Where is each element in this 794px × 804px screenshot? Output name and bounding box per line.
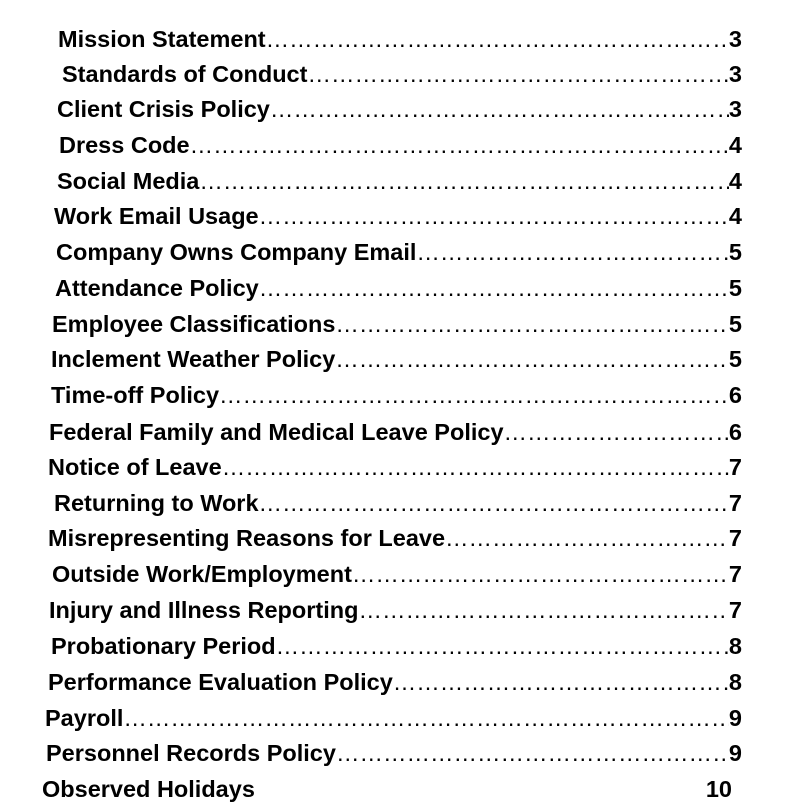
- toc-entry: [59, 130, 742, 160]
- toc-dot-leader: [270, 94, 729, 124]
- toc-dot-leader: [445, 523, 729, 553]
- toc-entry-page: 10: [705, 776, 732, 802]
- toc-entry: [56, 237, 742, 267]
- toc-dot-leader: [336, 738, 729, 768]
- toc-dot-leader: [352, 559, 729, 589]
- toc-entry: [48, 667, 742, 697]
- toc-entry-page: 4: [728, 203, 742, 229]
- toc-dot-leader: [259, 201, 729, 231]
- toc-entry: [49, 417, 742, 447]
- toc-entry-title: Inclement Weather Policy: [51, 346, 336, 372]
- toc-entry: [58, 24, 742, 54]
- toc-entry-title: Personnel Records Policy: [46, 740, 336, 766]
- toc-entry: [52, 559, 742, 589]
- toc-entry-title: Time-off Policy: [51, 382, 220, 408]
- toc-dot-leader: [190, 130, 729, 160]
- toc-entry-title: Mission Statement: [58, 26, 266, 52]
- toc-dot-leader: [259, 273, 729, 303]
- toc-entry: [45, 703, 742, 733]
- toc-dot-leader: [222, 452, 729, 482]
- toc-entry-page: 8: [728, 633, 742, 659]
- toc-dot-leader: [276, 631, 729, 661]
- toc-entry-title: Observed Holidays: [42, 776, 255, 802]
- toc-dot-leader: [219, 380, 729, 410]
- toc-entry: [57, 166, 742, 196]
- toc-entry-page: 9: [728, 705, 742, 731]
- toc-entry-page: 4: [728, 168, 742, 194]
- toc-entry: [48, 452, 742, 482]
- toc-entry-title: Employee Classifications: [52, 311, 336, 337]
- toc-dot-leader: [335, 309, 729, 339]
- toc-entry-page: 7: [728, 561, 742, 587]
- toc-entry-title: Probationary Period: [51, 633, 276, 659]
- toc-dot-leader: [199, 166, 729, 196]
- toc-entry-title: Payroll: [45, 705, 124, 731]
- toc-entry-title: Injury and Illness Reporting: [49, 597, 359, 623]
- toc-entry-title: Social Media: [57, 168, 200, 194]
- toc-entry-title: Performance Evaluation Policy: [48, 669, 393, 695]
- toc-dot-leader: [504, 417, 729, 447]
- toc-entry-page: 6: [728, 382, 742, 408]
- toc-entry-page: 3: [728, 61, 742, 87]
- toc-entry-page: 5: [728, 275, 742, 301]
- toc-dot-leader: [266, 24, 729, 54]
- toc-entry-title: Outside Work/Employment: [52, 561, 352, 587]
- toc-entry: [54, 201, 742, 231]
- toc-entry: [51, 380, 742, 410]
- toc-entry-title: Company Owns Company Email: [56, 239, 417, 265]
- toc-entry: [62, 59, 742, 89]
- toc-entry-title: Work Email Usage: [54, 203, 259, 229]
- toc-entry: [42, 774, 732, 804]
- toc-entry-page: 3: [728, 26, 742, 52]
- toc-dot-leader: [259, 488, 729, 518]
- toc-entry: [51, 631, 742, 661]
- toc-entry: [52, 309, 742, 339]
- toc-entry: [57, 94, 742, 124]
- toc-entry-title: Client Crisis Policy: [57, 96, 270, 122]
- toc-entry-page: 5: [728, 346, 742, 372]
- toc-entry-page: 7: [728, 597, 742, 623]
- toc-entry: [55, 273, 742, 303]
- toc-entry-page: 8: [728, 669, 742, 695]
- toc-entry-page: 7: [728, 490, 742, 516]
- toc-entry-page: 7: [728, 454, 742, 480]
- toc-dot-leader: [393, 667, 729, 697]
- toc-entry-title: Federal Family and Medical Leave Policy: [49, 419, 504, 445]
- toc-dot-leader: [307, 59, 728, 89]
- toc-dot-leader: [358, 595, 728, 625]
- toc-entry-page: 9: [728, 740, 742, 766]
- toc-entry-page: 5: [728, 311, 742, 337]
- toc-entry-page: 6: [728, 419, 742, 445]
- toc-entry-page: 7: [728, 525, 742, 551]
- toc-entry: [46, 738, 742, 768]
- toc-entry-title: Attendance Policy: [55, 275, 259, 301]
- toc-entry-title: Returning to Work: [54, 490, 259, 516]
- toc-entry-title: Standards of Conduct: [62, 61, 308, 87]
- toc-entry-page: 4: [728, 132, 742, 158]
- toc-entry: [48, 523, 742, 553]
- toc-dot-leader: [335, 344, 729, 374]
- toc-dot-leader: [416, 237, 729, 267]
- toc-entry-page: 3: [728, 96, 742, 122]
- toc-entry-page: 5: [728, 239, 742, 265]
- toc-entry-title: Dress Code: [59, 132, 190, 158]
- toc-entry-title: Misrepresenting Reasons for Leave: [48, 525, 446, 551]
- toc-dot-leader: [123, 703, 729, 733]
- toc-entry: [51, 344, 742, 374]
- toc-entry: [54, 488, 742, 518]
- toc-entry: [49, 595, 742, 625]
- toc-entry-title: Notice of Leave: [48, 454, 222, 480]
